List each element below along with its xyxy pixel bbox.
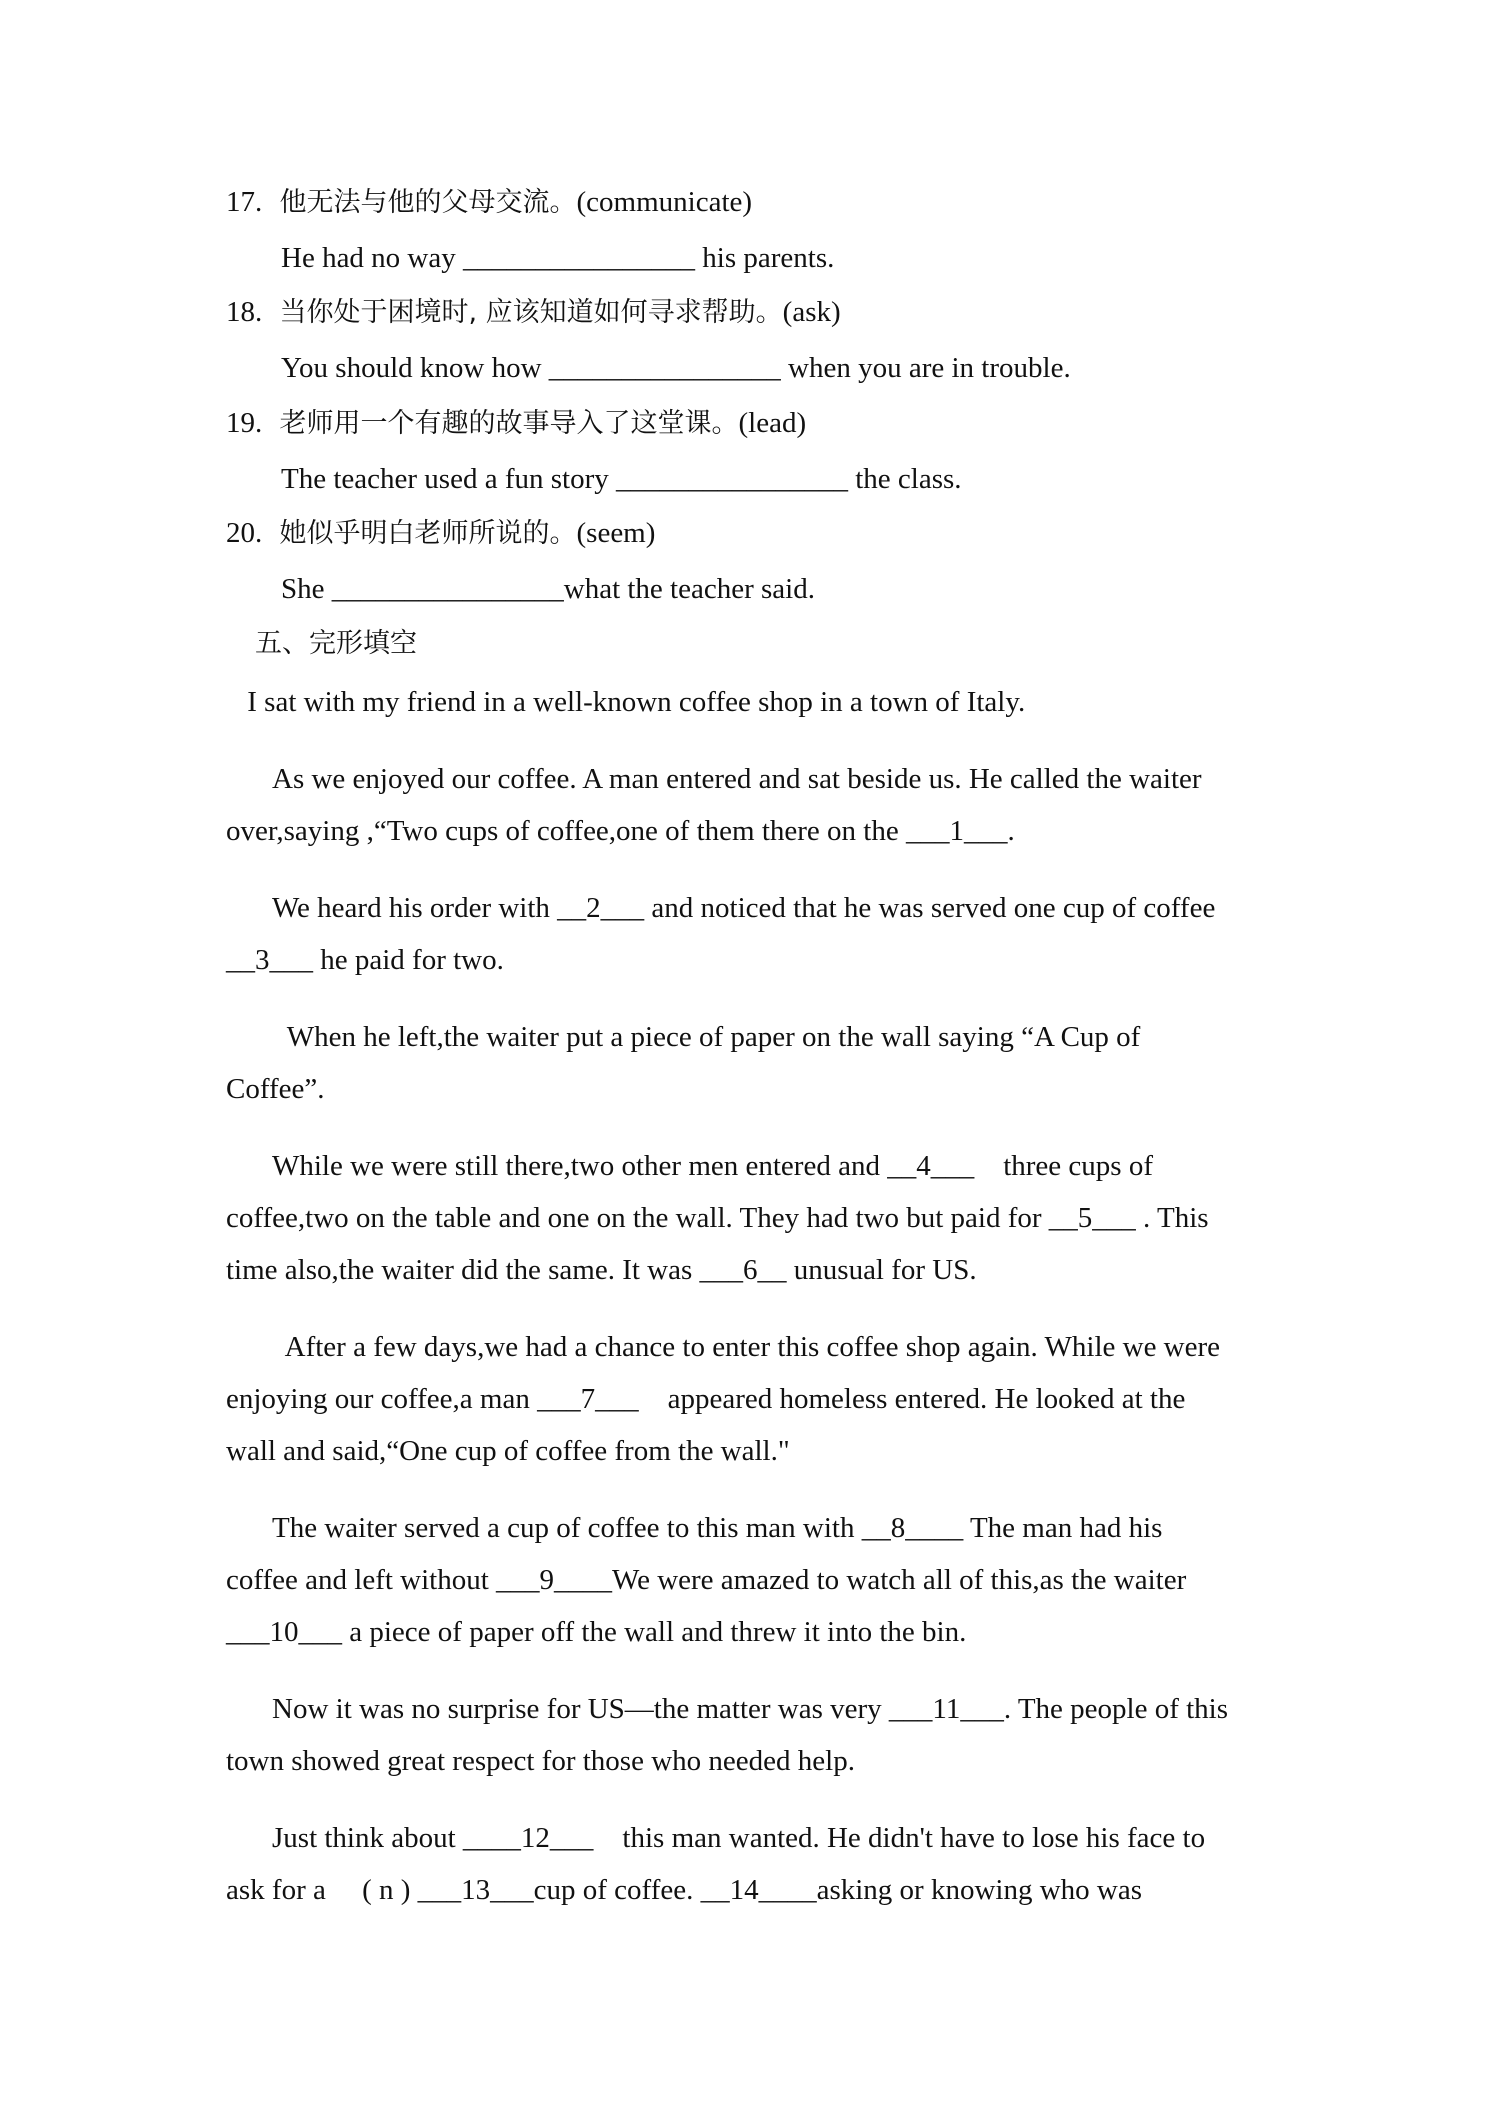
sentence-start: You should know how <box>281 352 549 384</box>
answer-blank[interactable]: ________________ <box>463 242 696 274</box>
passage-line: While we were still there,two other men entered and __4___ three cups of <box>272 1150 1153 1182</box>
passage-line: coffee,two on the table and one on the wall. They had two but paid for __5___ . This <box>226 1202 1209 1234</box>
passage-line: Now it was no surprise for US—the matter was very ___11___. The people of this <box>272 1693 1229 1725</box>
question-18-answer-line <box>281 354 1071 383</box>
chinese-sentence: 老师用一个有趣的故事导入了这堂课。 <box>279 408 739 439</box>
passage-line: wall and said,“One cup of coffee from the wall." <box>226 1435 790 1467</box>
sentence-start: He had no way <box>281 242 464 274</box>
section-heading: 五、完形填空 <box>255 628 417 659</box>
answer-blank[interactable]: ________________ <box>548 352 781 384</box>
question-17-answer-line <box>281 244 834 273</box>
question-17-prompt <box>226 188 752 217</box>
sentence-end: the class. <box>847 463 962 495</box>
sentence-start: She <box>281 573 332 605</box>
question-number: 18. <box>226 296 263 328</box>
passage-line: town showed great respect for those who needed help. <box>226 1745 855 1777</box>
question-number: 19. <box>226 407 263 439</box>
passage-line: The waiter served a cup of coffee to this man with __8____ The man had his <box>272 1512 1163 1544</box>
question-20-prompt <box>226 519 655 548</box>
passage-line: enjoying our coffee,a man ___7___ appeared homeless entered. He looked at the <box>226 1383 1186 1415</box>
answer-blank[interactable]: ________________ <box>331 573 564 605</box>
question-20-answer-line <box>281 575 815 604</box>
chinese-sentence: 她似乎明白老师所说的。 <box>279 518 577 549</box>
passage-line: over,saying ,“Two cups of coffee,one of them there on the ___1___. <box>226 815 1015 847</box>
question-19-prompt <box>226 409 806 438</box>
passage-line: __3___ he paid for two. <box>226 944 504 976</box>
sentence-end: when you are in trouble. <box>780 352 1071 384</box>
passage-line: ___10___ a piece of paper off the wall and threw it into the bin. <box>226 1616 967 1648</box>
passage-line: coffee and left without ___9____We were amazed to watch all of this,as the waiter <box>226 1564 1187 1596</box>
question-number: 20. <box>226 517 263 549</box>
question-19-answer-line <box>281 465 962 494</box>
keyword-hint: (seem) <box>576 517 656 549</box>
passage-line: Coffee”. <box>226 1073 325 1105</box>
answer-blank[interactable]: ________________ <box>615 463 848 495</box>
passage-line: ask for a ( n ) ___13___cup of coffee. __14____asking or knowing who was <box>226 1874 1143 1906</box>
chinese-sentence: 当你处于困境时, 应该知道如何寻求帮助。 <box>279 297 783 328</box>
question-18-prompt <box>226 298 841 327</box>
passage-line: I sat with my friend in a well-known coffee shop in a town of Italy. <box>240 686 1026 718</box>
keyword-hint: (lead) <box>738 407 807 439</box>
passage-line: When he left,the waiter put a piece of paper on the wall saying “A Cup of <box>280 1021 1141 1053</box>
keyword-hint: (ask) <box>782 296 841 328</box>
passage-line: After a few days,we had a chance to enter this coffee shop again. While we were <box>279 1331 1221 1363</box>
passage-line: Just think about ____12___ this man wanted. He didn't have to lose his face to <box>272 1822 1206 1854</box>
question-number: 17. <box>226 186 263 218</box>
passage-line: As we enjoyed our coffee. A man entered and sat beside us. He called the waiter <box>272 763 1202 795</box>
passage-line: time also,the waiter did the same. It was ___6__ unusual for US. <box>226 1254 977 1286</box>
chinese-sentence: 他无法与他的父母交流。 <box>279 187 577 218</box>
sentence-start: The teacher used a fun story <box>281 463 616 495</box>
keyword-hint: (communicate) <box>576 186 753 218</box>
sentence-end: what the teacher said. <box>563 573 815 605</box>
sentence-end: his parents. <box>695 242 835 274</box>
passage-line: We heard his order with __2___ and noticed that he was served one cup of coffee <box>272 892 1216 924</box>
